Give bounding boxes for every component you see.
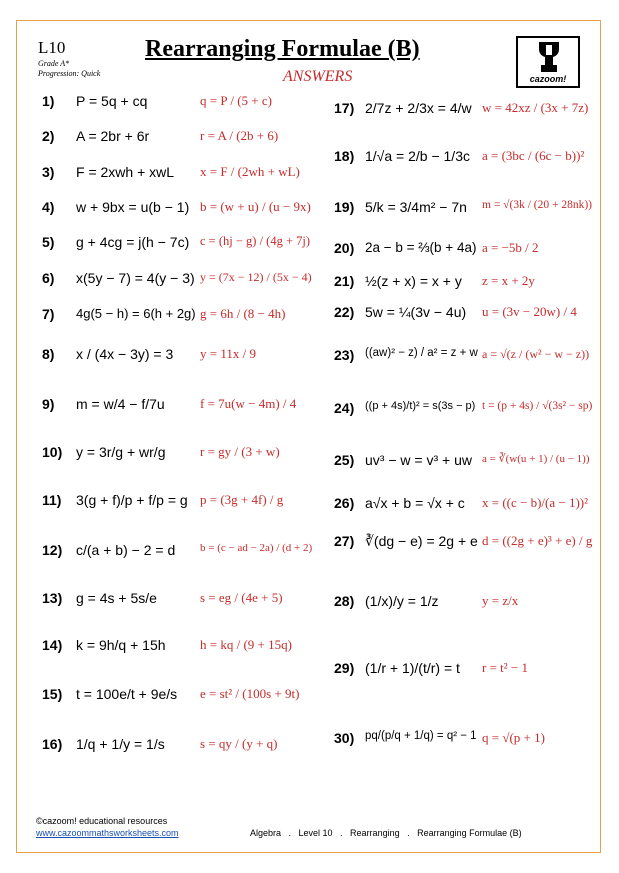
- question-number: 1): [42, 93, 55, 109]
- question-equation: g = 4s + 5s/e: [76, 590, 157, 606]
- answer-formula: f = 7u(w − 4m) / 4: [200, 396, 297, 411]
- question-number: 30): [334, 730, 355, 746]
- question-number: 27): [334, 533, 355, 549]
- question-number: 15): [42, 686, 63, 702]
- question-number: 19): [334, 199, 355, 215]
- answer-formula: a = (3bc / (6c − b))²: [482, 148, 585, 163]
- question-number: 12): [42, 542, 63, 558]
- question-number: 14): [42, 637, 63, 653]
- trophy-icon: [538, 41, 560, 73]
- answer-formula: y = 11x / 9: [200, 346, 256, 361]
- question-equation: F = 2xwh + xwL: [76, 164, 175, 180]
- question-number: 11): [42, 492, 62, 508]
- question-equation: 5w = ¼(3v − 4u): [365, 304, 467, 320]
- question-equation: 1/√a = 2/b − 1/3c: [365, 148, 470, 164]
- answer-formula: d = ((2g + e)³ + e) / g: [482, 533, 593, 548]
- answer-formula: e = st² / (100s + 9t): [200, 686, 300, 701]
- answer-formula: r = gy / (3 + w): [200, 444, 280, 459]
- question-equation: pq/(p/q + 1/q) = q² − 1: [365, 730, 477, 742]
- question-equation: k = 9h/q + 15h: [76, 637, 166, 653]
- question-number: 5): [42, 234, 55, 250]
- answer-formula: q = P / (5 + c): [200, 93, 272, 108]
- question-number: 23): [334, 347, 355, 363]
- cazoom-logo: [516, 36, 580, 88]
- answer-formula: s = eg / (4e + 5): [200, 590, 283, 605]
- question-equation: 4g(5 − h) = 6(h + 2g): [76, 306, 196, 321]
- answer-formula: a = −5b / 2: [482, 240, 539, 255]
- website-link[interactable]: www.cazoommathsworksheets.com: [36, 828, 179, 838]
- answer-formula: z = x + 2y: [482, 273, 535, 288]
- answer-formula: w = 42xz / (3x + 7z): [482, 100, 589, 115]
- question-equation: uv³ − w = v³ + uw: [365, 452, 472, 468]
- answer-formula: a = ∛(w(u + 1) / (u − 1)): [482, 453, 590, 465]
- question-equation: A = 2br + 6r: [76, 128, 150, 144]
- question-equation: w + 9bx = u(b − 1): [76, 199, 190, 215]
- question-equation: ∛(dg − e) = 2g + e: [365, 533, 478, 549]
- answer-formula: y = (7x − 12) / (5x − 4): [200, 270, 312, 284]
- answer-formula: b = (w + u) / (u − 9x): [200, 199, 311, 214]
- question-number: 8): [42, 346, 55, 362]
- question-equation: c/(a + b) − 2 = d: [76, 542, 176, 558]
- answer-formula: m = √(3k / (20 + 28nk)): [482, 199, 592, 211]
- question-number: 24): [334, 400, 355, 416]
- answer-formula: r = A / (2b + 6): [200, 128, 279, 143]
- question-equation: x(5y − 7) = 4(y − 3): [76, 270, 195, 286]
- answer-formula: p = (3g + 4f) / g: [200, 492, 284, 507]
- answer-formula: g = 6h / (8 − 4h): [200, 306, 286, 321]
- question-number: 3): [42, 164, 55, 180]
- question-number: 28): [334, 593, 355, 609]
- question-equation: 5/k = 3/4m² − 7n: [365, 199, 467, 215]
- question-equation: ((p + 4s)/t)² = s(3s − p): [365, 400, 476, 412]
- answer-formula: x = F / (2wh + wL): [200, 164, 300, 179]
- answer-formula: a = √(z / (w² − w − z)): [482, 347, 590, 361]
- answer-formula: s = qy / (y + q): [200, 736, 278, 751]
- question-equation: g + 4cg = j(h − 7c): [76, 234, 190, 250]
- question-number: 18): [334, 148, 355, 164]
- question-equation: 1/q + 1/y = 1/s: [76, 736, 165, 752]
- question-number: 21): [334, 273, 355, 289]
- copyright-text: ©cazoom! educational resources: [36, 816, 168, 826]
- question-equation: m = w/4 − f/7u: [76, 396, 165, 412]
- question-number: 6): [42, 270, 55, 286]
- question-number: 4): [42, 199, 55, 215]
- logo-text: cazoom!: [529, 74, 567, 84]
- question-equation: 3(g + f)/p + f/p = g: [76, 492, 188, 508]
- question-equation: y = 3r/g + wr/g: [76, 444, 166, 460]
- level-label: L10: [38, 38, 66, 57]
- question-number: 17): [334, 100, 355, 116]
- breadcrumb: Algebra . Level 10 . Rearranging . Rearranging Formulae (B): [250, 828, 522, 838]
- worksheet-border: [16, 20, 601, 853]
- question-number: 16): [42, 736, 63, 752]
- answer-formula: q = √(p + 1): [482, 730, 545, 745]
- answers-subtitle: ANSWERS: [283, 68, 353, 85]
- question-equation: 2a − b = ⅔(b + 4a): [365, 240, 477, 255]
- question-number: 29): [334, 660, 355, 676]
- question-equation: (1/r + 1)/(t/r) = t: [365, 660, 460, 676]
- question-number: 20): [334, 240, 355, 256]
- answer-formula: c = (hj − g) / (4g + 7j): [200, 234, 311, 248]
- answer-formula: y = z/x: [482, 593, 519, 608]
- question-number: 13): [42, 590, 63, 606]
- question-equation: 2/7z + 2/3x = 4/w: [365, 100, 472, 116]
- question-number: 22): [334, 304, 355, 320]
- question-equation: P = 5q + cq: [76, 93, 148, 109]
- page-title: Rearranging Formulae (B): [145, 36, 420, 62]
- answer-formula: u = (3v − 20w) / 4: [482, 304, 577, 319]
- answer-formula: t = (p + 4s) / √(3s² − sp): [482, 400, 593, 412]
- question-equation: x / (4x − 3y) = 3: [76, 346, 174, 362]
- question-number: 25): [334, 452, 355, 468]
- question-equation: ((aw)² − z) / a² = z + w: [365, 347, 478, 359]
- question-number: 26): [334, 495, 355, 511]
- progression-label: Progression: Quick: [38, 69, 101, 78]
- question-equation: (1/x)/y = 1/z: [365, 593, 439, 609]
- question-equation: a√x + b = √x + c: [365, 495, 465, 511]
- answer-formula: x = ((c − b)/(a − 1))²: [482, 495, 589, 510]
- question-equation: t = 100e/t + 9e/s: [76, 686, 178, 702]
- question-number: 9): [42, 396, 55, 412]
- answer-formula: h = kq / (9 + 15q): [200, 637, 292, 652]
- answer-formula: r = t² − 1: [482, 660, 529, 675]
- question-number: 2): [42, 128, 55, 144]
- grade-label: Grade A*: [38, 59, 70, 68]
- question-number: 10): [42, 444, 63, 460]
- answer-formula: b = (c − ad − 2a) / (d + 2): [200, 542, 313, 554]
- question-equation: ½(z + x) = x + y: [365, 273, 462, 289]
- question-number: 7): [42, 306, 55, 322]
